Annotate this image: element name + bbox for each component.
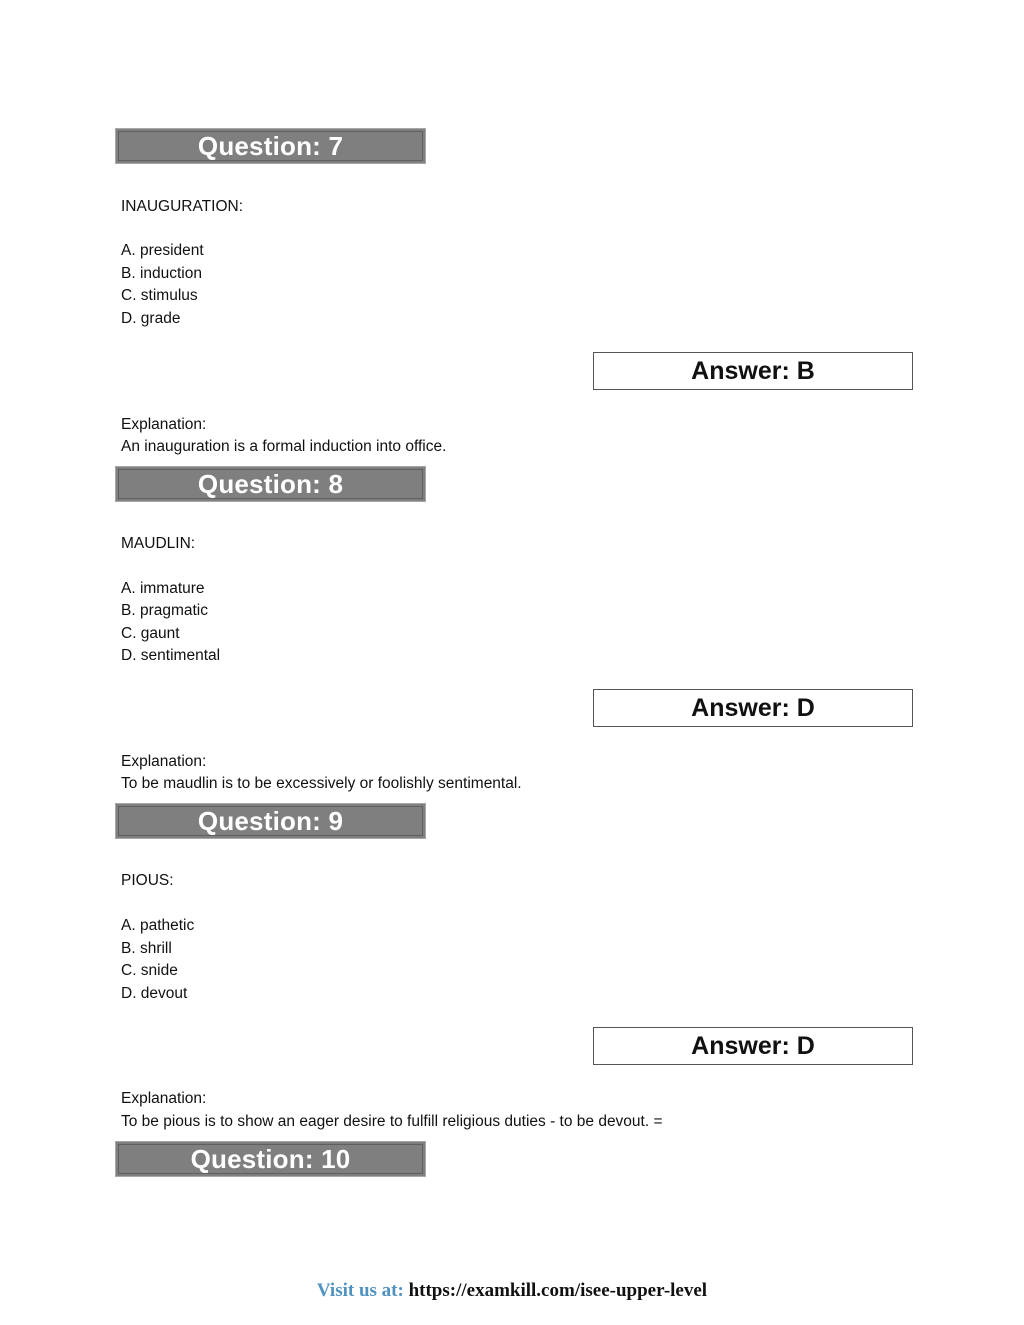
- explanation-label: Explanation:: [121, 416, 207, 433]
- question-prompt: INAUGURATION:: [121, 198, 243, 215]
- option-d: D. sentimental: [121, 647, 221, 664]
- option-b: B. shrill: [121, 940, 172, 957]
- option-d: D. devout: [121, 985, 188, 1002]
- footer-link[interactable]: https://examkill.com/isee-upper-level: [408, 1280, 708, 1301]
- footer-label: Visit us at:: [316, 1280, 404, 1301]
- answer-text: Answer: D: [691, 693, 815, 722]
- option-a: A. immature: [121, 580, 205, 597]
- option-c: C. stimulus: [121, 287, 198, 304]
- question-title: Question: 7: [197, 130, 344, 161]
- question-header: [115, 466, 426, 502]
- question-title: Question: 8: [197, 468, 344, 499]
- explanation-text: To be maudlin is to be excessively or foolishly sentimental.: [121, 775, 522, 792]
- question-title: Question: 9: [197, 805, 344, 836]
- answer-box: [593, 689, 913, 727]
- answer-box: [593, 1027, 913, 1065]
- answer-box: [593, 352, 913, 390]
- question-prompt: PIOUS:: [121, 872, 174, 889]
- answer-text: Answer: D: [691, 1031, 815, 1060]
- option-c: C. gaunt: [121, 625, 180, 642]
- question-prompt: MAUDLIN:: [121, 535, 196, 552]
- explanation-label: Explanation:: [121, 753, 207, 770]
- option-b: B. pragmatic: [121, 602, 209, 619]
- option-d: D. grade: [121, 310, 181, 327]
- question-header: [115, 1141, 426, 1177]
- option-a: A. pathetic: [121, 917, 195, 934]
- option-c: C. snide: [121, 962, 178, 979]
- question-header: [115, 128, 426, 164]
- option-a: A. president: [121, 242, 204, 259]
- explanation-text: An inauguration is a formal induction into office.: [121, 438, 447, 455]
- answer-text: Answer: B: [691, 356, 815, 385]
- explanation-label: Explanation:: [121, 1090, 207, 1107]
- option-b: B. induction: [121, 265, 202, 282]
- question-title: Question: 10: [190, 1143, 351, 1174]
- explanation-text: To be pious is to show an eager desire to fulfill religious duties - to be devout. =: [121, 1113, 663, 1130]
- page-footer: [0, 1280, 1024, 1302]
- question-header: [115, 803, 426, 839]
